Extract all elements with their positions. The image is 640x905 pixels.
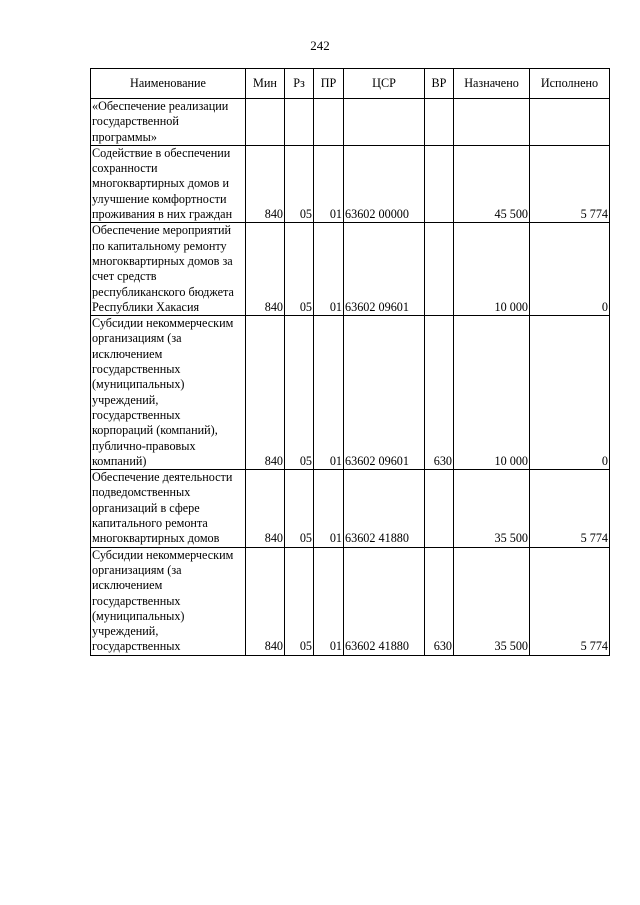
row-csr: 63602 09601 [344,316,425,470]
row-vr [425,99,454,146]
table-row [91,470,610,547]
table-row [91,316,610,470]
header-min: Мин [246,69,285,99]
row-assigned: 45 500 [454,145,530,222]
row-rz: 05 [285,316,314,470]
row-name: Обеспечение деятельности подведомственных организаций в сфере капитального ремонта многоквартирных домов [91,470,246,547]
row-pr [314,99,344,146]
budget-table [90,68,610,656]
row-csr: 63602 41880 [344,470,425,547]
row-csr: 63602 41880 [344,547,425,655]
row-executed: 5 774 [530,145,610,222]
table-header-row [91,69,610,99]
row-executed [530,99,610,146]
row-csr [344,99,425,146]
row-assigned: 35 500 [454,470,530,547]
page-number: 242 [310,38,330,53]
row-executed: 0 [530,316,610,470]
row-assigned: 10 000 [454,223,530,316]
row-executed: 5 774 [530,470,610,547]
header-name: Наименование [91,69,246,99]
row-name: Содействие в обеспечении сохранности многоквартирных домов и улучшение комфортности проживания в них граждан [91,145,246,222]
row-csr: 63602 09601 [344,223,425,316]
row-rz: 05 [285,223,314,316]
row-rz: 05 [285,145,314,222]
row-pr: 01 [314,316,344,470]
row-csr: 63602 00000 [344,145,425,222]
row-executed: 0 [530,223,610,316]
row-min: 840 [246,223,285,316]
row-assigned: 35 500 [454,547,530,655]
row-pr: 01 [314,470,344,547]
row-name: Обеспечение мероприятий по капитальному ремонту многоквартирных домов за счет средств республиканского бюджета Республики Хакасия [91,223,246,316]
header-executed: Исполнено [530,69,610,99]
row-assigned: 10 000 [454,316,530,470]
row-min: 840 [246,547,285,655]
table-row [91,145,610,222]
row-rz: 05 [285,470,314,547]
row-vr [425,145,454,222]
table-row [91,99,610,146]
header-assigned: Назначено [454,69,530,99]
header-pr: ПР [314,69,344,99]
row-name: «Обеспечение реализации государственной программы» [91,99,246,146]
row-pr: 01 [314,547,344,655]
row-min: 840 [246,470,285,547]
row-vr: 630 [425,316,454,470]
row-name: Субсидии некоммерческим организациям (за исключением государственных (муниципальных) учреждений, государственных [91,547,246,655]
header-rz: Рз [285,69,314,99]
row-executed: 5 774 [530,547,610,655]
row-pr: 01 [314,223,344,316]
table-row [91,223,610,316]
row-rz [285,99,314,146]
row-rz: 05 [285,547,314,655]
row-min [246,99,285,146]
header-vr: ВР [425,69,454,99]
row-vr [425,223,454,316]
row-assigned [454,99,530,146]
row-name: Субсидии некоммерческим организациям (за исключением государственных (муниципальных) учреждений, государственных корпораций (компаний), публично-правовых компаний) [91,316,246,470]
row-vr: 630 [425,547,454,655]
row-min: 840 [246,145,285,222]
header-csr: ЦСР [344,69,425,99]
row-pr: 01 [314,145,344,222]
row-min: 840 [246,316,285,470]
table-row [91,547,610,655]
row-vr [425,470,454,547]
